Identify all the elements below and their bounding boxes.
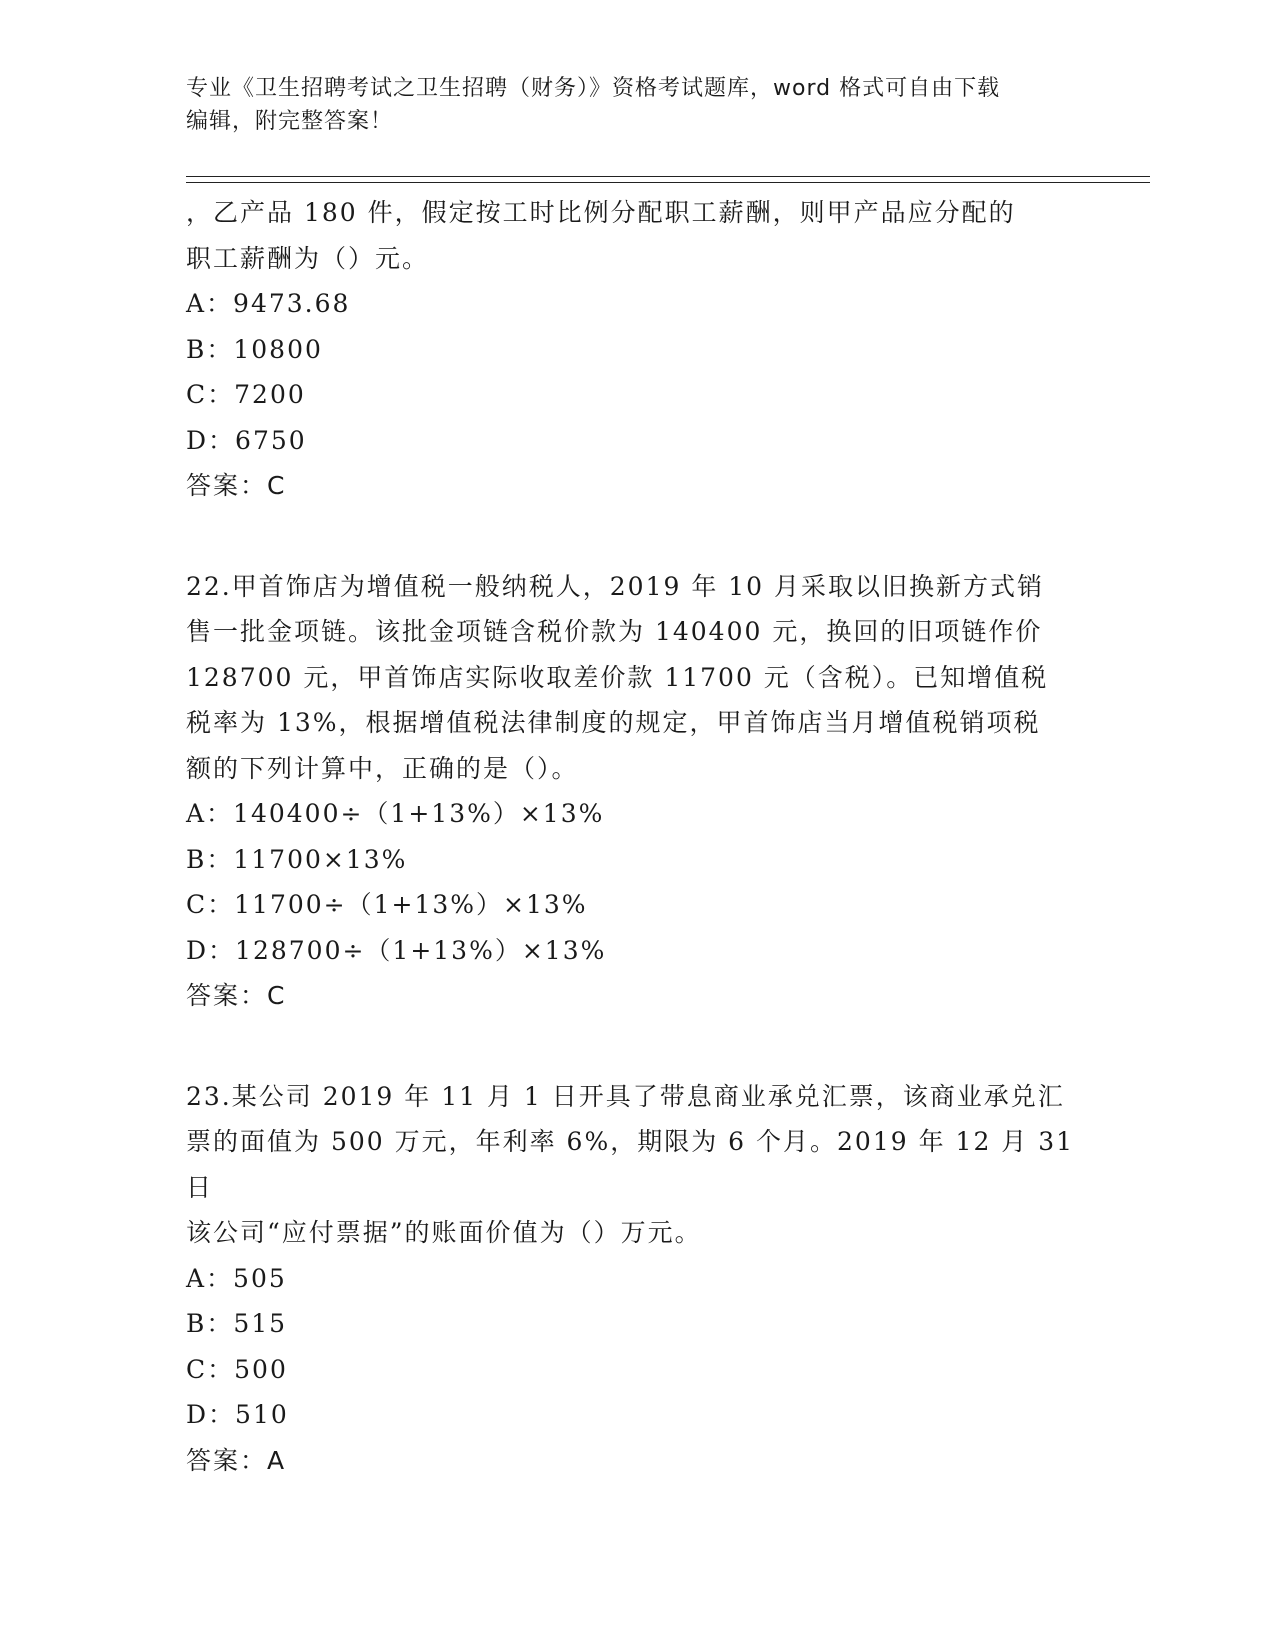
answer-line: 答案：A bbox=[186, 1445, 287, 1475]
question-23 bbox=[186, 1074, 1086, 1484]
question-22 bbox=[186, 564, 1086, 1019]
question-stem-line: 该公司“应付票据”的账面价值为（）万元。 bbox=[186, 1218, 702, 1247]
option-d: D：510 bbox=[186, 1400, 289, 1429]
question-stem-line: 售一批金项链。该批金项链含税价款为 140400 元，换回的旧项链作价 bbox=[186, 617, 1043, 646]
option-c: C：11700÷（1+13%）×13% bbox=[186, 890, 588, 919]
option-a: A：140400÷（1+13%）×13% bbox=[186, 799, 605, 828]
question-stem-line: 额的下列计算中，正确的是（）。 bbox=[186, 753, 579, 783]
question-stem-line: 22.甲首饰店为增值税一般纳税人，2019 年 10 月采取以旧换新方式销 bbox=[186, 571, 1045, 601]
option-b: B：11700×13% bbox=[186, 844, 408, 874]
question-stem-line: 128700 元，甲首饰店实际收取差价款 11700 元（含税）。已知增值税 bbox=[186, 662, 1049, 692]
question-stem-line: 税率为 13%，根据增值税法律制度的规定，甲首饰店当月增值税销项税 bbox=[186, 708, 1041, 737]
answer-line: 答案：C bbox=[186, 981, 287, 1010]
option-a: A：505 bbox=[186, 1263, 287, 1293]
option-b: B：10800 bbox=[186, 334, 323, 364]
option-c: C：500 bbox=[186, 1354, 288, 1384]
header-line-2: 编辑，附完整答案！ bbox=[186, 109, 394, 134]
question-list bbox=[186, 190, 1086, 1483]
option-c: C：7200 bbox=[186, 380, 306, 409]
option-d: D：6750 bbox=[186, 425, 307, 455]
question-21 bbox=[186, 190, 1086, 509]
page-header bbox=[186, 72, 1066, 138]
question-stem-line: 职工薪酬为（）元。 bbox=[186, 243, 430, 273]
header-divider-top bbox=[186, 176, 1150, 177]
header-divider-bottom bbox=[186, 182, 1150, 183]
question-stem-line: 票的面值为 500 万元，年利率 6%，期限为 6 个月。2019 年 12 月 31 日 bbox=[186, 1127, 1075, 1202]
answer-line: 答案：C bbox=[186, 471, 287, 500]
header-line-1: 专业《卫生招聘考试之卫生招聘（财务）》资格考试题库，word 格式可自由下载 bbox=[186, 76, 1001, 101]
option-d: D：128700÷（1+13%）×13% bbox=[186, 935, 607, 965]
option-a: A：9473.68 bbox=[186, 289, 351, 318]
option-b: B：515 bbox=[186, 1309, 288, 1338]
question-stem-line: ，乙产品 180 件，假定按工时比例分配职工薪酬，则甲产品应分配的 bbox=[186, 198, 1016, 227]
question-stem-line: 23.某公司 2019 年 11 月 1 日开具了带息商业承兑汇票，该商业承兑汇 bbox=[186, 1081, 1065, 1111]
